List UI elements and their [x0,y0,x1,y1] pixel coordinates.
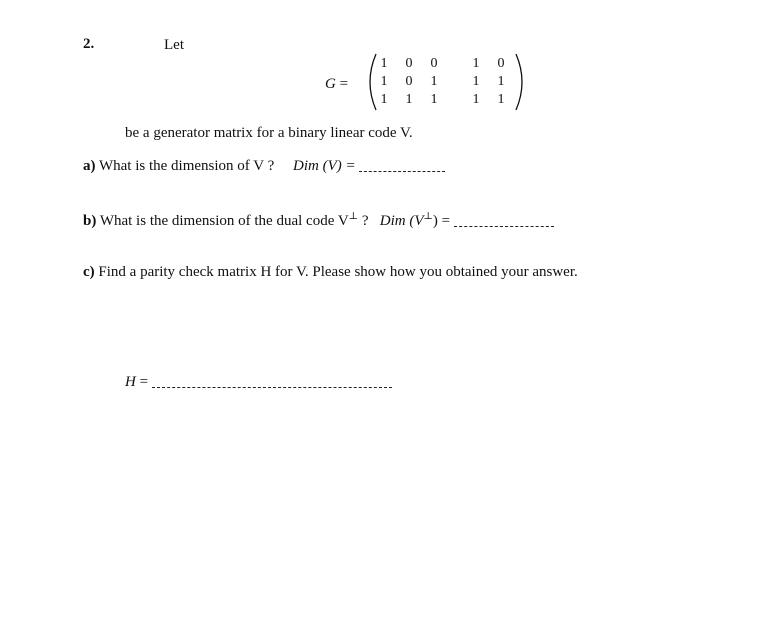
matrix-cell: 1 [405,92,413,107]
question-b-text-end: ? [358,213,369,229]
answer-b-blank[interactable] [454,225,554,227]
question-a [83,158,445,175]
matrix-cell: 0 [405,74,413,89]
question-b-label: b) [83,213,97,229]
matrix-cell: 1 [472,74,480,89]
matrix-cell: 1 [430,92,438,107]
question-b-answer-end: ) = [432,213,451,229]
question-a-answer-prefix: Dim (V) = [293,158,356,174]
question-b-answer-prefix: Dim (V [379,213,424,229]
generator-matrix [362,52,530,112]
matrix-cell: 0 [497,56,505,71]
matrix-cell: 1 [497,92,505,107]
problem-number: 2. [83,36,95,52]
question-a-text: What is the dimension of V ? [98,158,275,174]
matrix-equals: = [339,76,349,92]
matrix-symbol: G [325,76,336,92]
question-a-label: a) [83,158,96,174]
answer-h-equals: = [139,374,149,390]
matrix-cell: 1 [380,74,388,89]
matrix-cell: 1 [497,74,505,89]
matrix-cell: 1 [472,92,480,107]
matrix-cell: 1 [430,74,438,89]
answer-h-label: H [125,374,136,390]
matrix-cell: 0 [405,56,413,71]
question-c-text: Find a parity check matrix H for V. Please show how you obtained your answer. [98,264,578,280]
matrix-cell: 1 [380,92,388,107]
answer-a-blank[interactable] [359,170,445,172]
matrix-cell: 1 [472,56,480,71]
question-c-label: c) [83,264,95,280]
problem-intro: Let [164,37,184,53]
matrix-label [325,76,348,93]
question-b-answer-perp: ⊥ [423,211,433,222]
matrix-cell: 0 [430,56,438,71]
question-b-perp: ⊥ [348,211,359,222]
matrix-cell: 1 [380,56,388,71]
question-b-text: What is the dimension of the dual code V [99,213,349,229]
answer-h-blank[interactable] [152,386,392,388]
answer-h [125,374,392,391]
problem-description: be a generator matrix for a binary linear code V. [125,125,413,141]
question-b [83,211,554,230]
question-c [83,264,578,281]
